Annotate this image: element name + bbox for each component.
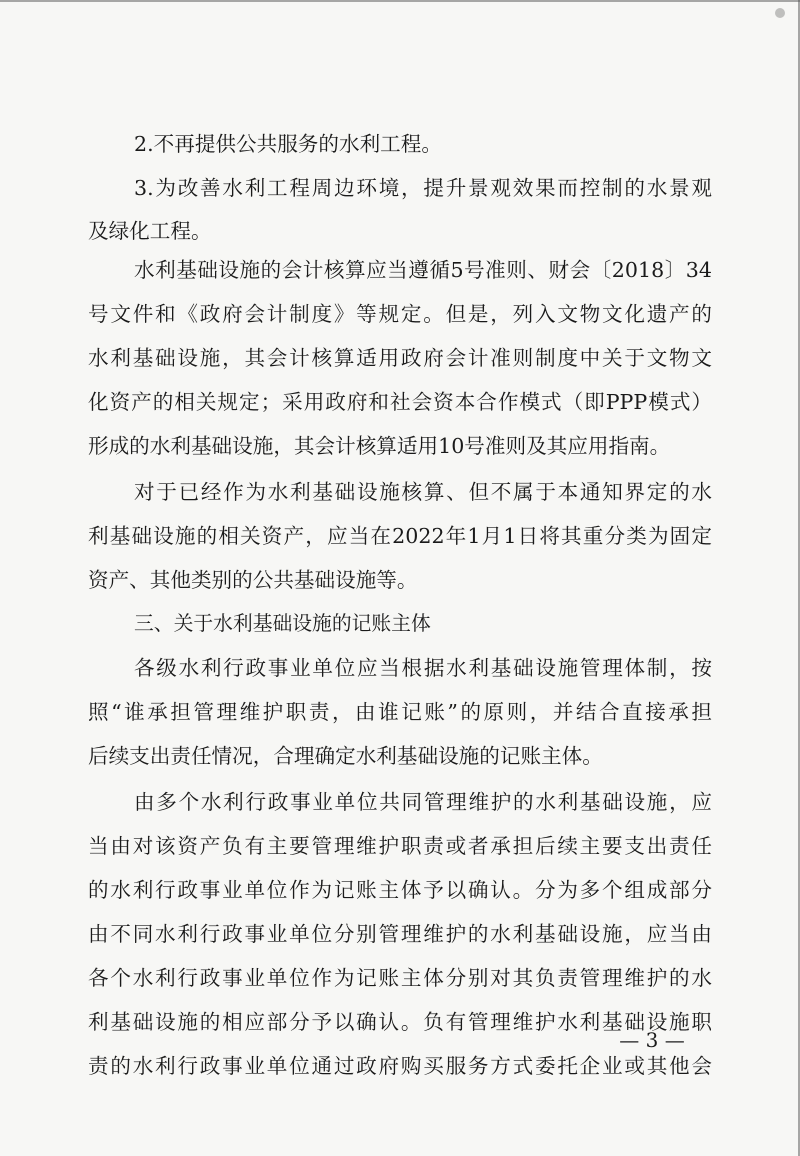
text-line: 水利基础设施，其会计核算适用政府会计准则制度中关于文物文 <box>88 346 712 370</box>
text-line: 对于已经作为水利基础设施核算、但不属于本通知界定的水 <box>134 480 712 504</box>
text-line: 2.不再提供公共服务的水利工程。 <box>134 132 442 156</box>
text-line: 由多个水利行政事业单位共同管理维护的水利基础设施，应 <box>134 790 712 814</box>
text-line: 责的水利行政事业单位通过政府购买服务方式委托企业或其他会 <box>88 1054 712 1078</box>
text-line: 号文件和《政府会计制度》等规定。但是，列入文物文化遗产的 <box>88 302 712 326</box>
text-line: 3.为改善水利工程周边环境，提升景观效果而控制的水景观 <box>134 176 712 200</box>
text-line: 照“谁承担管理维护职责，由谁记账”的原则，并结合直接承担 <box>88 700 712 724</box>
text-line: 形成的水利基础设施，其会计核算适用10号准则及其应用指南。 <box>88 434 671 458</box>
text-line: 利基础设施的相应部分予以确认。负有管理维护水利基础设施职 <box>88 1010 712 1034</box>
page-number: — 3 — <box>619 1028 685 1052</box>
text-line: 各个水利行政事业单位作为记账主体分别对其负责管理维护的水 <box>88 966 712 990</box>
scan-edge-mark <box>0 0 800 2</box>
text-line: 化资产的相关规定；采用政府和社会资本合作模式（即PPP模式） <box>88 390 712 414</box>
text-line: 后续支出责任情况，合理确定水利基础设施的记账主体。 <box>88 744 603 768</box>
scan-speck <box>775 8 785 18</box>
text-line: 各级水利行政事业单位应当根据水利基础设施管理体制，按 <box>134 656 712 680</box>
text-line: 资产、其他类别的公共基础设施等。 <box>88 568 418 592</box>
text-line: 当由对该资产负有主要管理维护职责或者承担后续主要支出责任 <box>88 834 712 858</box>
section-heading: 三、关于水利基础设施的记账主体 <box>134 612 431 635</box>
text-line: 的水利行政事业单位作为记账主体予以确认。分为多个组成部分 <box>88 878 712 902</box>
text-line: 水利基础设施的会计核算应当遵循5号准则、财会〔2018〕34 <box>134 258 712 282</box>
text-line: 由不同水利行政事业单位分别管理维护的水利基础设施，应当由 <box>88 922 712 946</box>
text-line: 及绿化工程。 <box>88 219 212 243</box>
text-line: 利基础设施的相关资产，应当在2022年1月1日将其重分类为固定 <box>88 524 712 548</box>
